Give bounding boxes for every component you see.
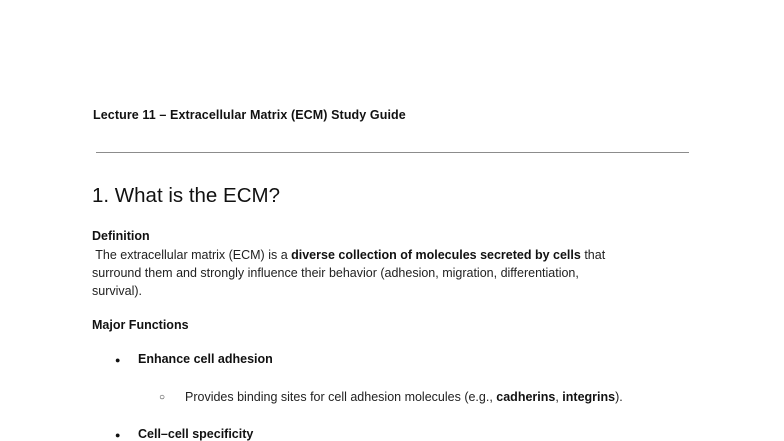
hollow-bullet-icon: ○ — [159, 392, 166, 403]
section-heading: 1. What is the ECM? — [92, 184, 280, 207]
list-item-label: Cell–cell specificity — [138, 427, 254, 441]
sub-item-bold-cadherins: cadherins — [496, 390, 556, 404]
definition-emphasis: diverse collection of molecules secreted by cells — [291, 248, 581, 262]
sub-item-text-post: ). — [615, 390, 623, 404]
definition-text-post: that — [580, 248, 606, 262]
definition-line-2: surround them and strongly influence their behavior (adhesion, migration, differentiation, — [92, 266, 579, 280]
filled-bullet-icon: ● — [115, 355, 121, 365]
definition-line-3: survival). — [92, 284, 143, 298]
lecture-title: Lecture 11 – Extracellular Matrix (ECM) Study Guide — [93, 108, 406, 122]
sub-list-item-binding-sites — [159, 390, 623, 404]
sub-item-text-pre: Provides binding sites for cell adhesion molecules (e.g., — [185, 390, 497, 404]
list-item-enhance-cell-adhesion — [115, 352, 273, 366]
definition-heading: Definition — [92, 229, 150, 243]
sub-item-text-mid: , — [555, 390, 563, 404]
sub-item-bold-integrins: integrins — [562, 390, 616, 404]
list-item-label: Enhance cell adhesion — [138, 352, 273, 366]
definition-paragraph — [92, 246, 692, 300]
major-functions-heading: Major Functions — [92, 318, 189, 332]
horizontal-divider — [96, 152, 689, 153]
list-item-cell-cell-specificity — [115, 427, 254, 441]
definition-line-1 — [92, 246, 692, 264]
definition-text-pre: The extracellular matrix (ECM) is a — [92, 248, 292, 262]
filled-bullet-icon: ● — [115, 430, 121, 440]
